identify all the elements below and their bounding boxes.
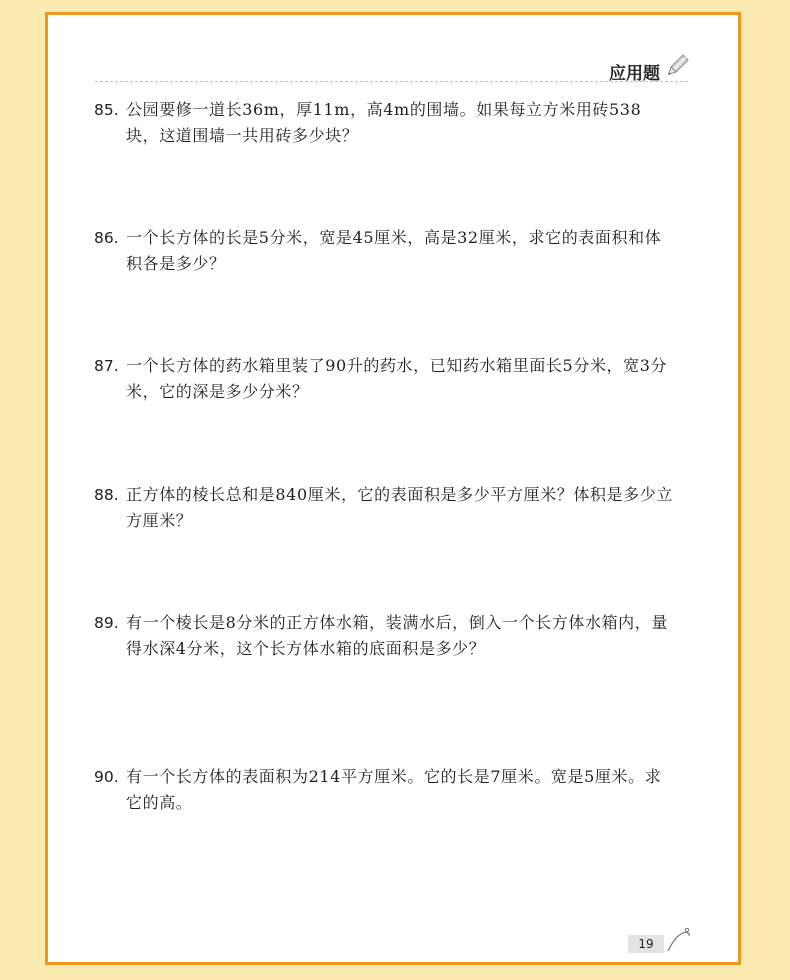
swirl-icon bbox=[666, 927, 692, 953]
question-90 bbox=[94, 764, 674, 816]
question-89 bbox=[94, 610, 674, 662]
question-number: 85. bbox=[94, 101, 119, 119]
question-88 bbox=[94, 482, 674, 534]
question-text: 正方体的棱长总和是840厘米，它的表面积是多少平方厘米？体积是多少立方厘米？ bbox=[126, 485, 673, 530]
question-number: 86. bbox=[94, 229, 119, 247]
header-divider bbox=[95, 81, 688, 82]
question-number: 87. bbox=[94, 357, 119, 375]
section-title: 应用题 bbox=[609, 64, 660, 84]
question-text: 一个长方体的药水箱里装了90升的药水，已知药水箱里面长5分米，宽3分米，它的深是多少分米？ bbox=[126, 356, 668, 401]
question-number: 88. bbox=[94, 486, 119, 504]
question-86 bbox=[94, 225, 674, 277]
worksheet-page bbox=[45, 12, 741, 965]
question-number: 89. bbox=[94, 614, 119, 632]
question-85 bbox=[94, 97, 674, 149]
question-text: 一个长方体的长是5分米，宽是45厘米，高是32厘米，求它的表面积和体积各是多少？ bbox=[126, 228, 662, 273]
pencil-icon bbox=[664, 53, 690, 79]
question-text: 有一个棱长是8分米的正方体水箱，装满水后，倒入一个长方体水箱内，量得水深4分米，这个长方体水箱的底面积是多少？ bbox=[126, 613, 668, 658]
question-text: 有一个长方体的表面积为214平方厘米。它的长是7厘米。宽是5厘米。求它的高。 bbox=[126, 767, 662, 812]
question-87 bbox=[94, 353, 674, 405]
page-number: 19 bbox=[628, 935, 664, 953]
question-text: 公园要修一道长36m，厚11m，高4m的围墙。如果每立方米用砖538块，这道围墙一共用砖多少块？ bbox=[126, 100, 642, 145]
question-number: 90. bbox=[94, 768, 119, 786]
